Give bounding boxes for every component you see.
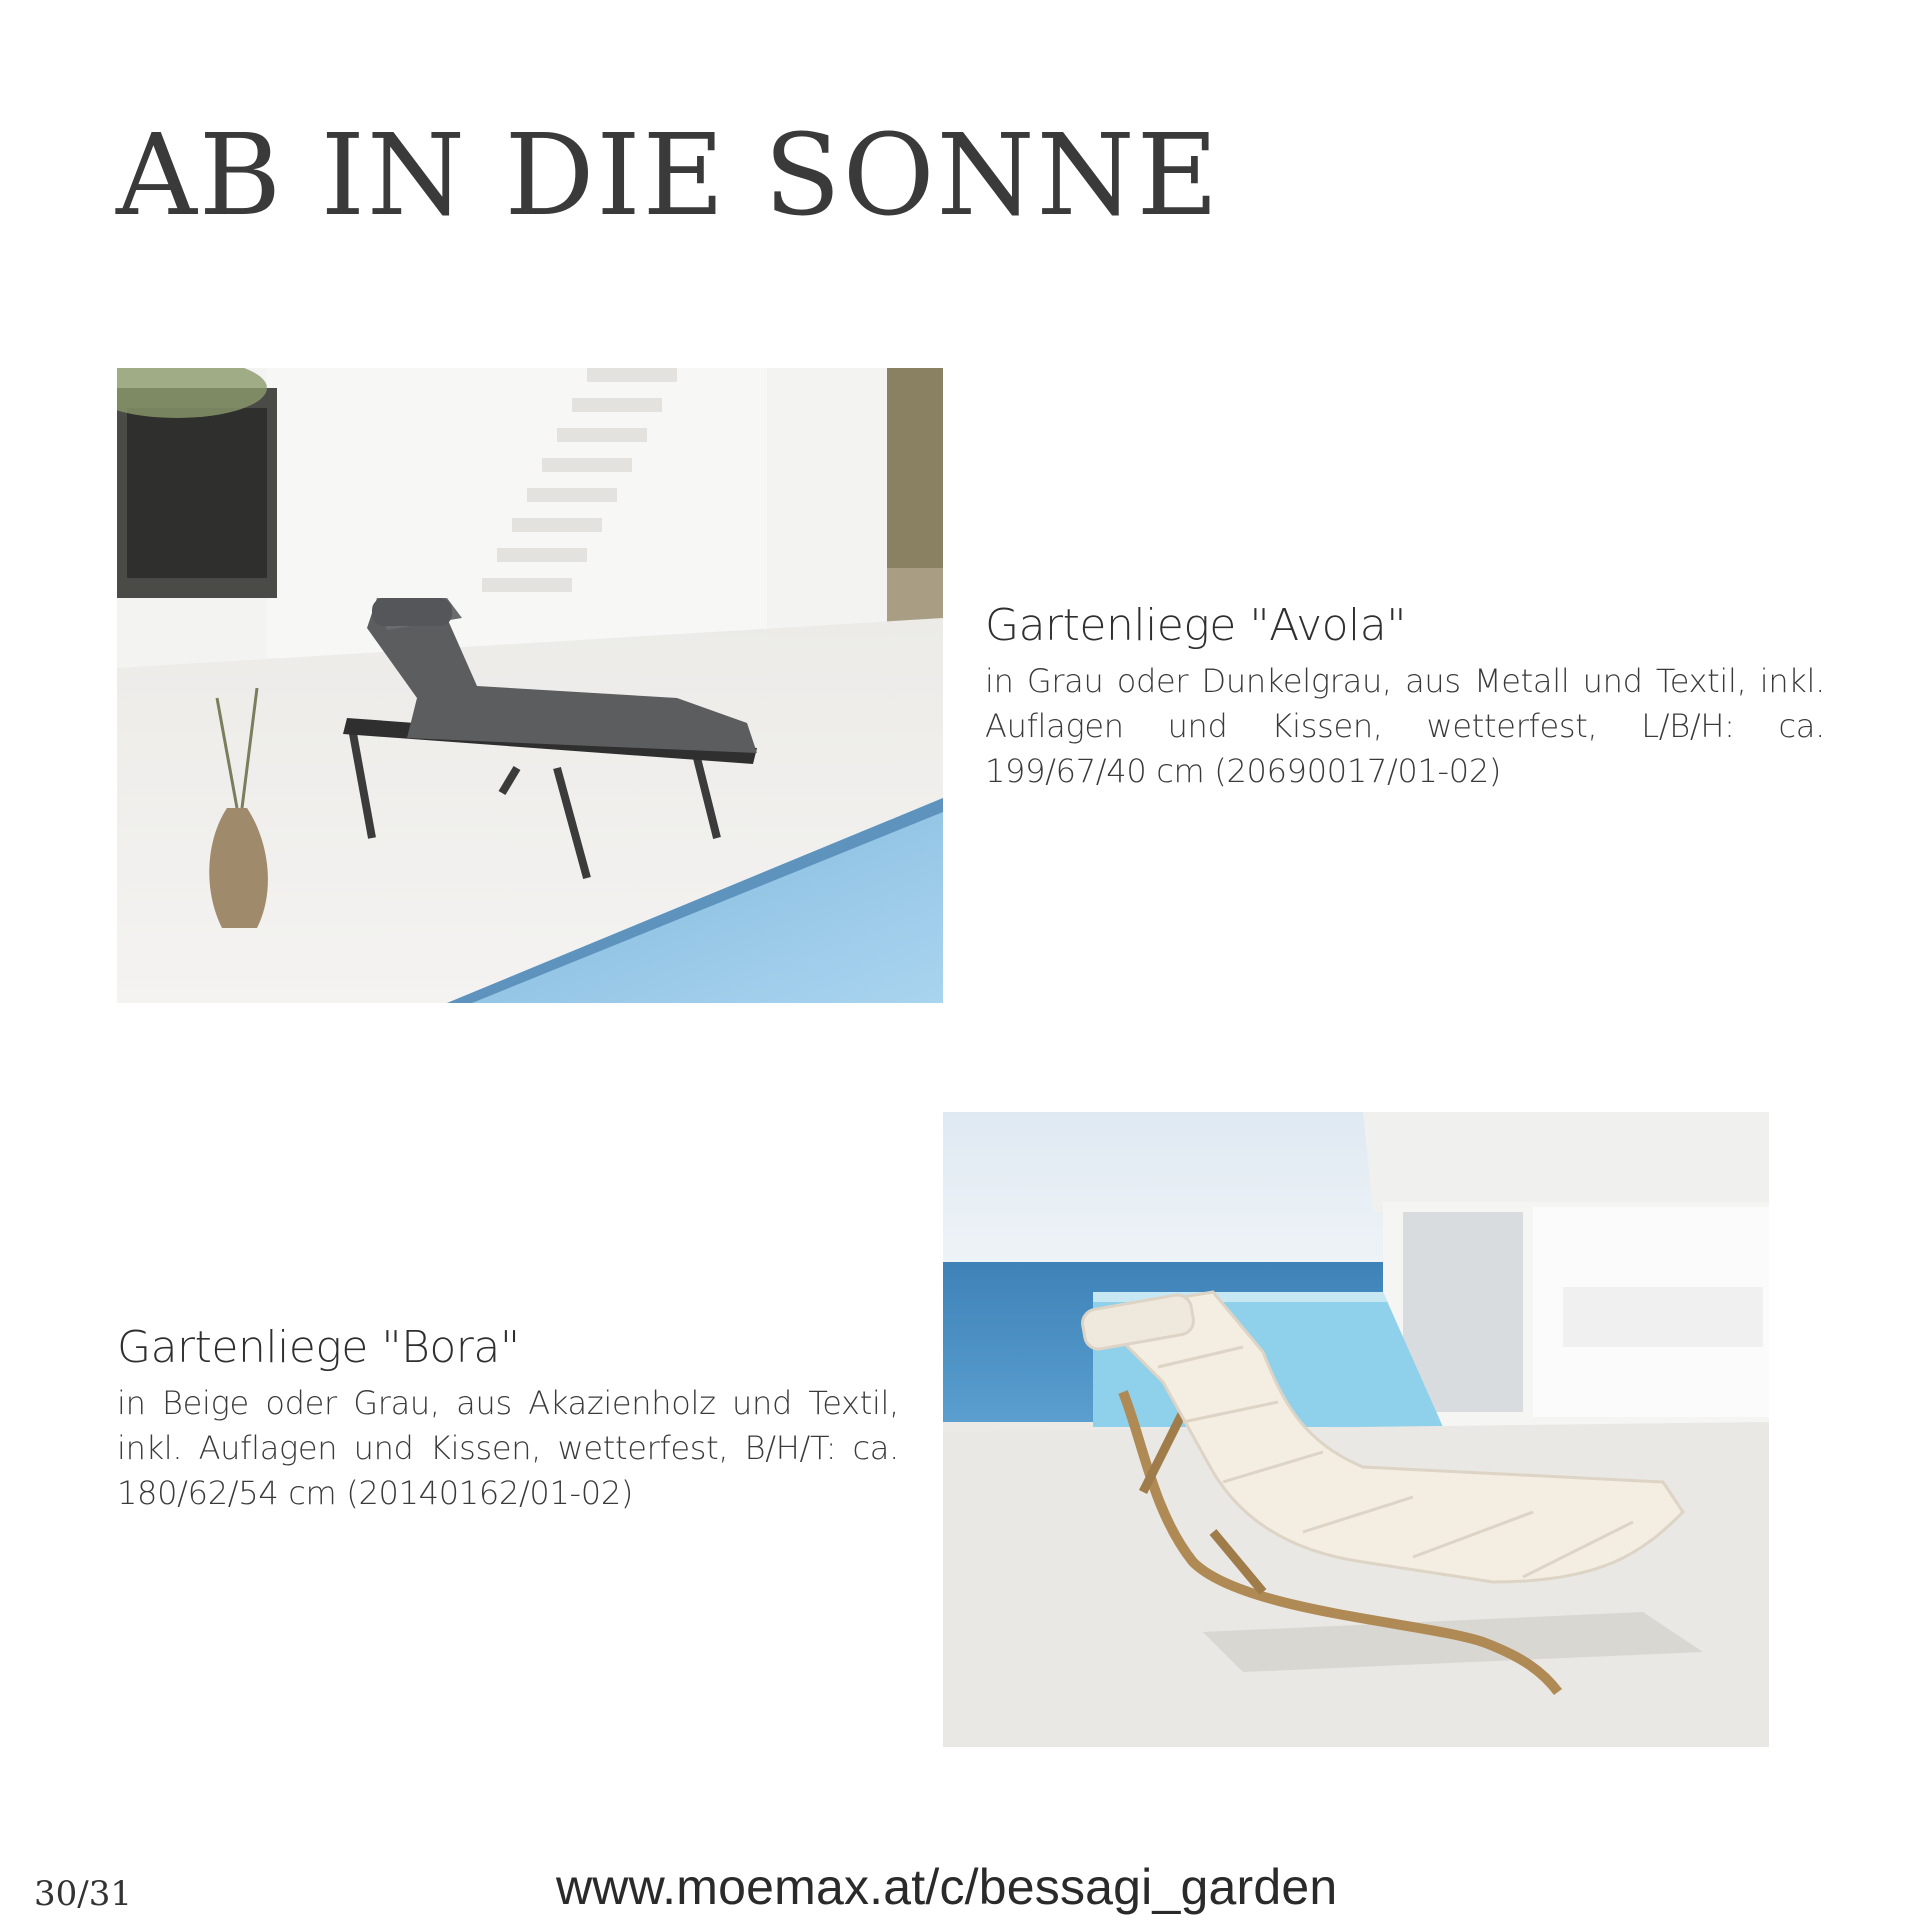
product-bora	[117, 1322, 899, 1516]
bora-lounger-photo	[943, 1112, 1769, 1747]
page-number: 30/31	[34, 1874, 132, 1914]
page-title: AB IN DIE SONNE	[116, 111, 1221, 241]
product-avola	[985, 600, 1825, 794]
product-name: Gartenliege "Avola"	[985, 600, 1406, 651]
avola-lounger-photo	[117, 368, 943, 1003]
footer-url-link[interactable]: www.moemax.at/c/bessagi_garden	[556, 1859, 1338, 1915]
product-description: in Grau oder Dunkelgrau, aus Metall und Textil, inkl. Auflagen und Kissen, wetterfest, L/B/H: ca. 199/67/40 cm (20690017/01-02)	[985, 662, 1825, 790]
product-description: in Beige oder Grau, aus Akazienholz und Textil, inkl. Auflagen und Kissen, wetterfest, B/H/T: ca. 180/62/54 cm (20140162/01-02)	[117, 1384, 899, 1512]
product-name: Gartenliege "Bora"	[117, 1322, 520, 1373]
